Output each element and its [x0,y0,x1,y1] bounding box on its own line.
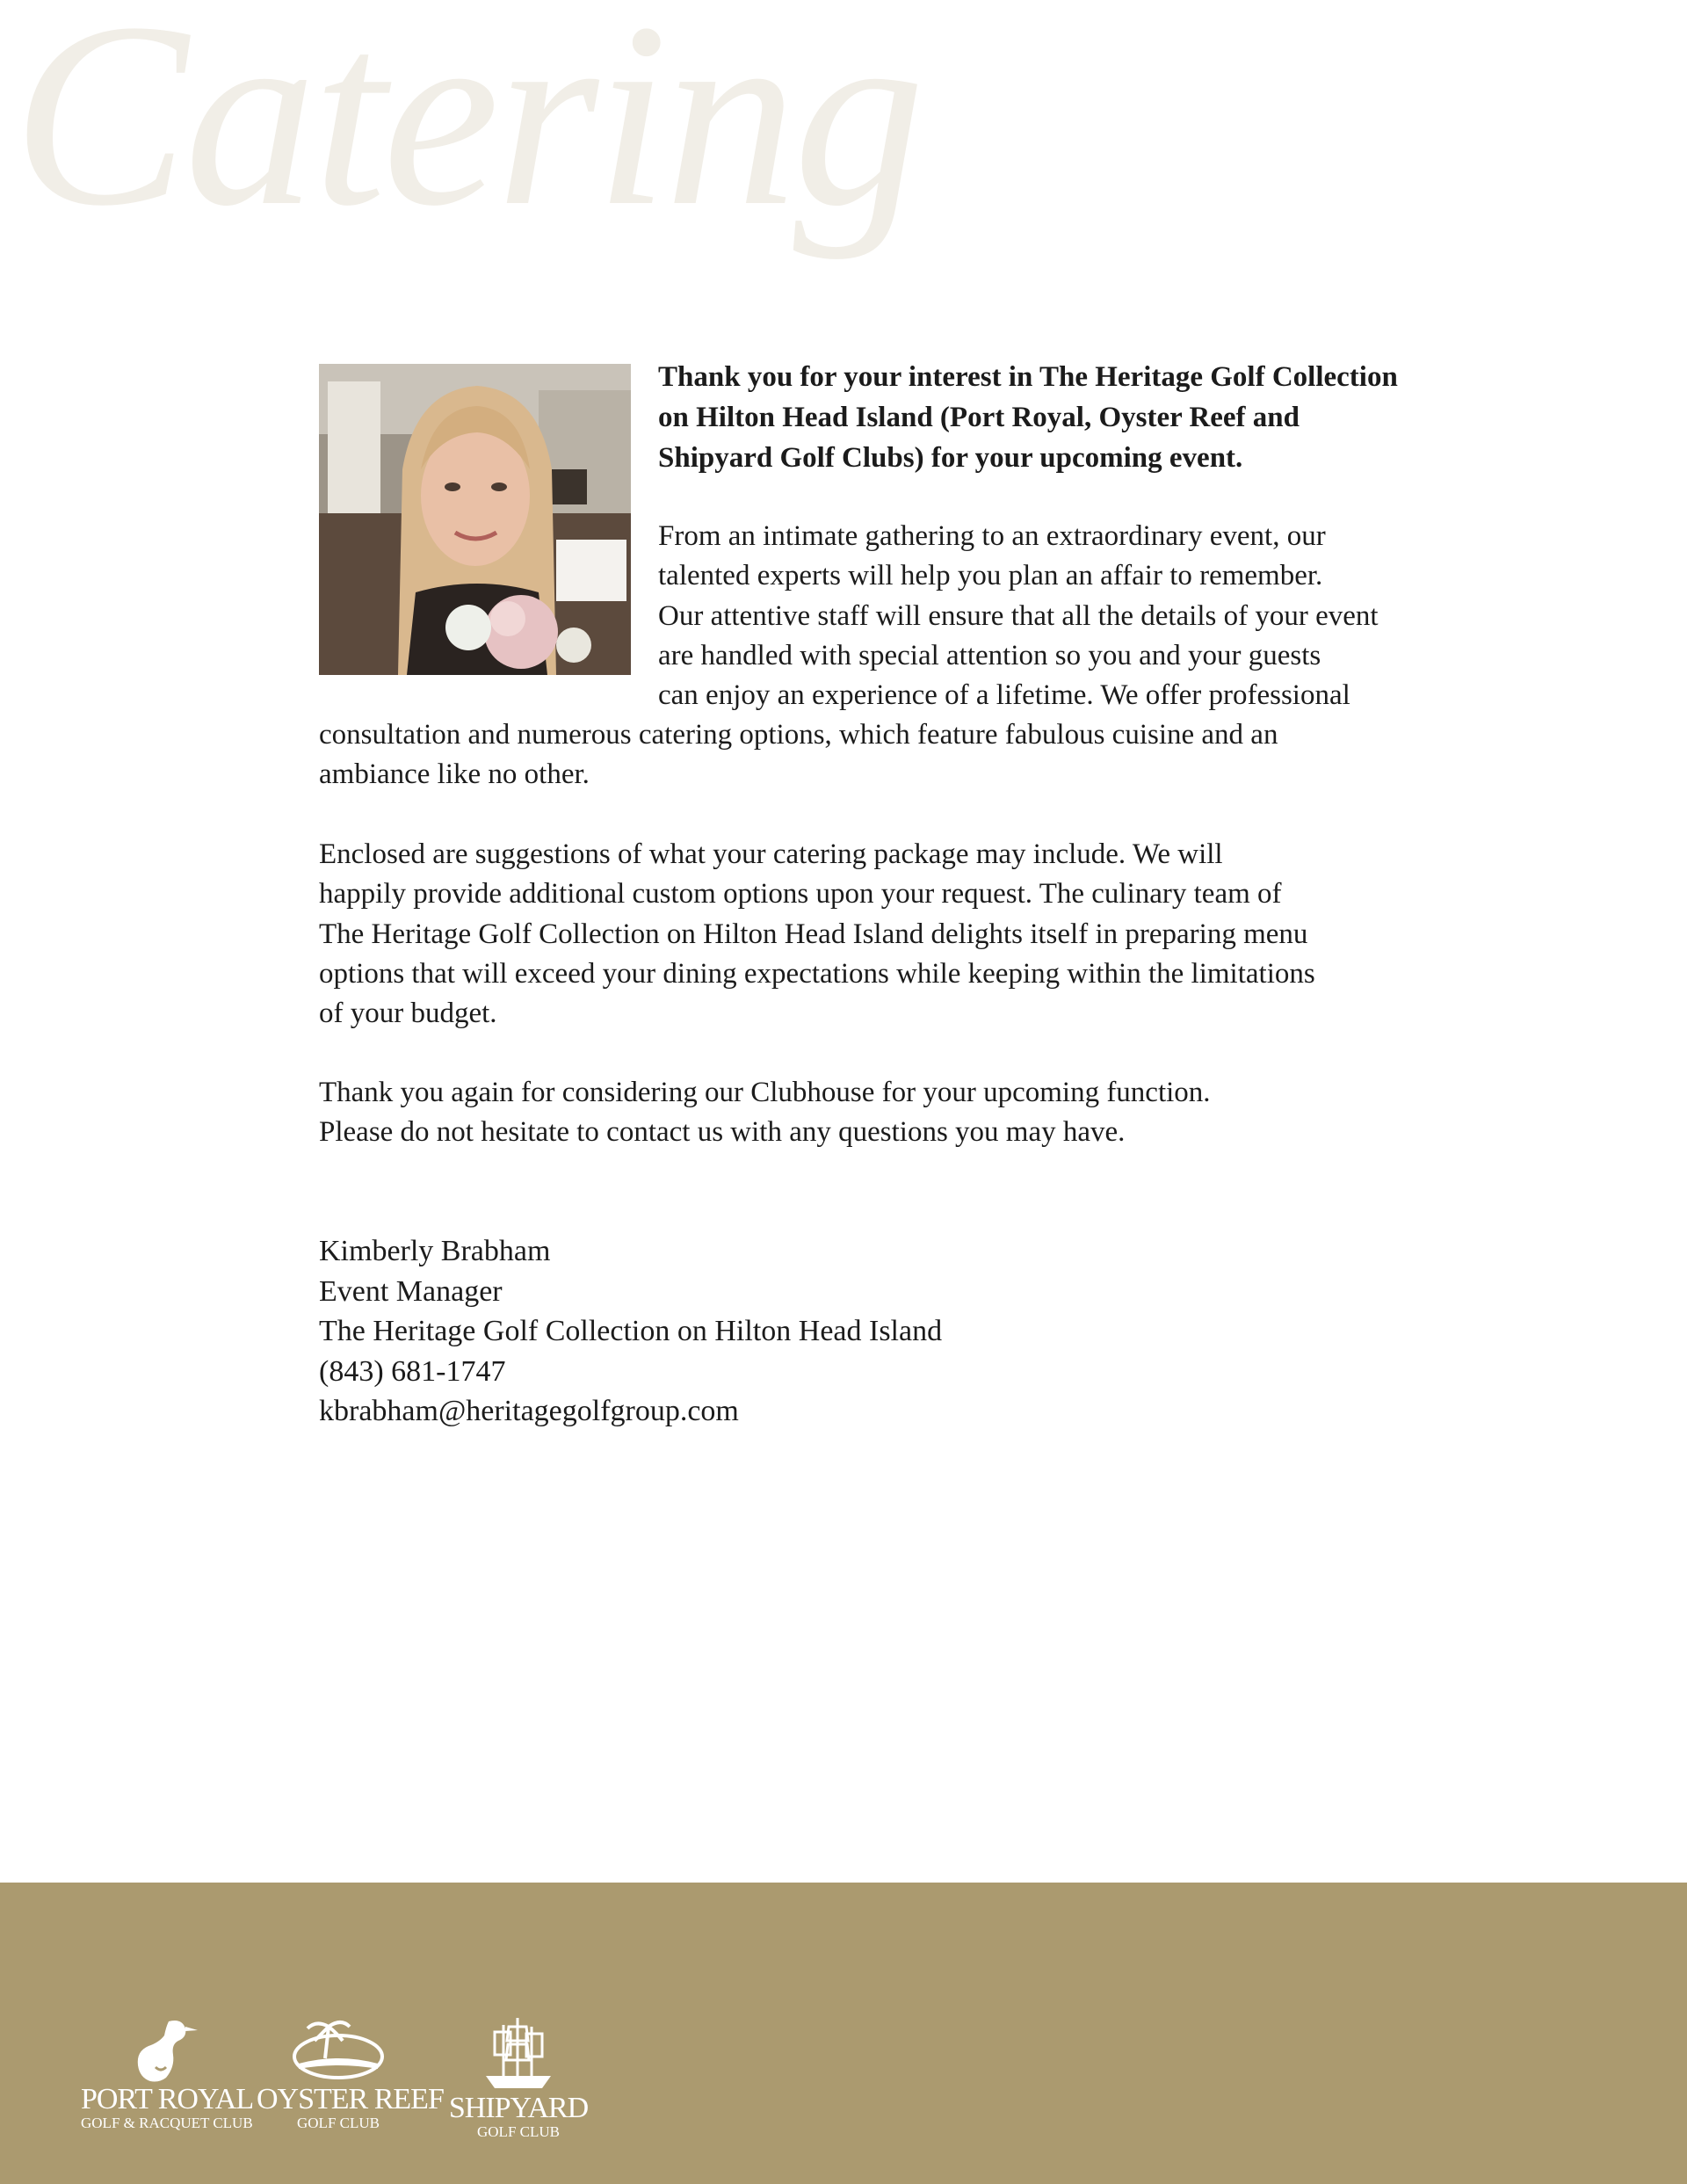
intro-line: Thank you for your interest in The Heritage Golf Collection [658,361,1398,393]
paragraph-line: of your budget. [319,998,497,1030]
paragraph-line: are handled with special attention so you and your guests [658,639,1321,671]
intro-line: Shipyard Golf Clubs) for your upcoming event. [658,442,1243,474]
portrait-image [319,364,631,675]
logo-name: OYSTER REEF [257,2083,444,2115]
signature-name: Kimberly Brabham [319,1235,551,1267]
paragraph-line: Thank you again for considering our Clubhouse for your upcoming function. [319,1077,1211,1108]
logo-name: SHIPYARD [448,2092,589,2124]
paragraph-line: From an intimate gathering to an extraordinary event, our [658,520,1326,552]
signature-email: kbrabham@heritagegolfgroup.com [319,1395,739,1427]
footer-band [0,1883,1687,2184]
palm-tree-icon [290,2014,387,2085]
logo-subtitle: GOLF & RACQUET CLUB [81,2115,253,2131]
paragraph-line: Enclosed are suggestions of what your catering package may include. We will [319,838,1223,870]
paragraph-line: can enjoy an experience of a lifetime. We offer professional [658,679,1350,712]
paragraph-line: The Heritage Golf Collection on Hilton Head Island delights itself in preparing menu [319,918,1308,950]
shipyard-logo [439,2014,597,2141]
port-royal-logo [81,2014,254,2132]
paragraph-line: Please do not hesitate to contact us with any questions you may have. [319,1116,1126,1149]
intro-heading [658,357,1537,478]
paragraph-line: Our attentive staff will ensure that all the details of your event [658,599,1379,632]
paragraph-intro [658,517,1379,715]
paragraph-line: consultation and numerous catering options, which feature fabulous cuisine and an [319,719,1278,751]
logo-subtitle: GOLF CLUB [477,2123,560,2140]
paragraph-line: talented experts will help you plan an affair to remember. [658,560,1323,592]
paragraph-closing [319,1073,1211,1153]
oyster-reef-logo [257,2014,444,2132]
paragraph-line: options that will exceed your dining expectations while keeping within the limitations [319,957,1315,990]
signature-phone: (843) 681-1747 [319,1354,506,1388]
signature-organization: The Heritage Golf Collection on Hilton Head Island [319,1315,943,1347]
signature-block [319,1231,942,1432]
intro-line: on Hilton Head Island (Port Royal, Oyster Reef and [658,402,1300,433]
catering-watermark: Catering [12,0,922,260]
logo-subtitle: GOLF CLUB [297,2115,380,2131]
sailing-ship-icon [479,2014,558,2093]
paragraph-line: ambiance like no other. [319,758,590,791]
paragraph-package [319,835,1315,1034]
paragraph-intro-continued [319,715,1278,795]
signature-title: Event Manager [319,1274,503,1308]
heron-icon [120,2014,199,2085]
logo-name: PORT ROYAL [81,2083,254,2115]
paragraph-line: happily provide additional custom options upon your request. The culinary team of [319,878,1282,911]
event-manager-photo [319,364,631,675]
